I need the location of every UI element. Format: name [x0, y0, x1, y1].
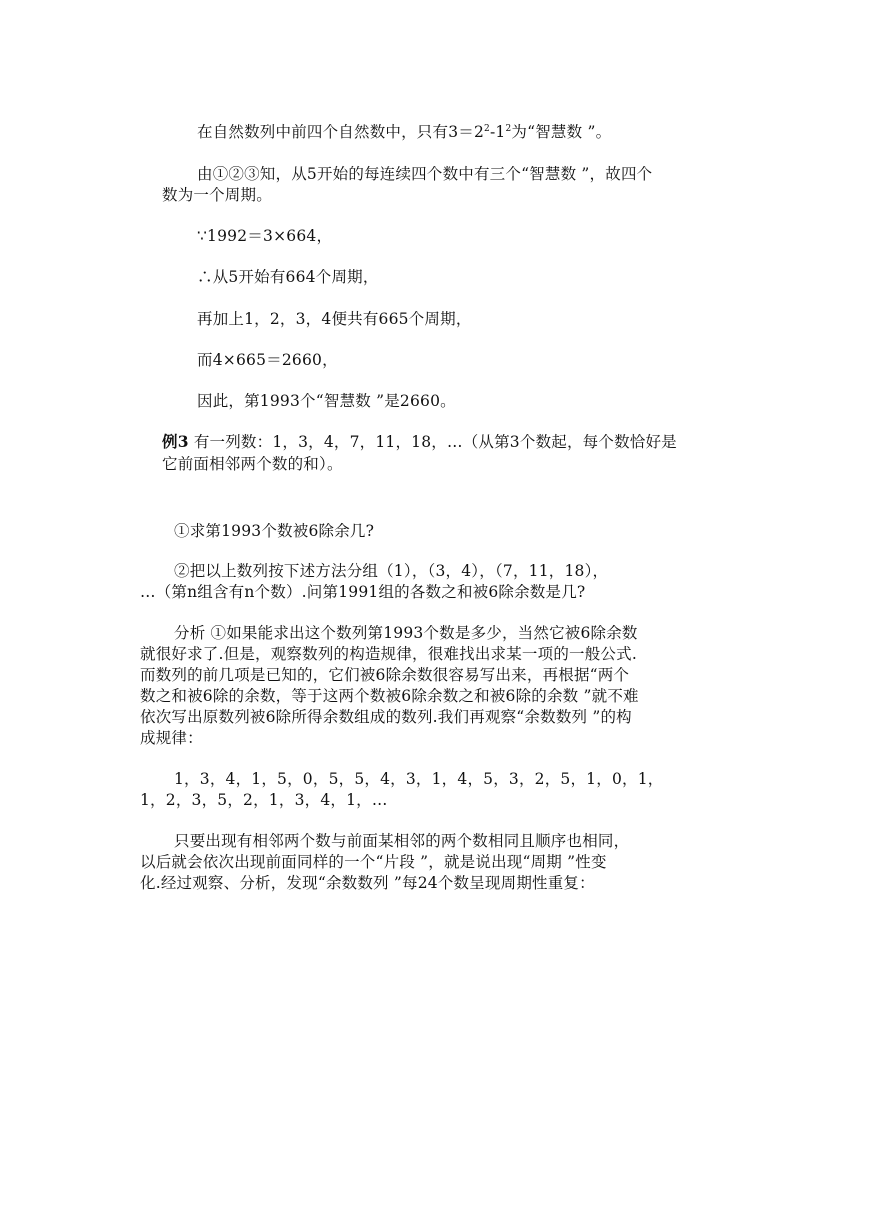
text-line: 只要出现有相邻两个数与前面某相邻的两个数相同且顺序也相同， — [174, 832, 630, 850]
text-line: 就很好求了.但是，观察数列的构造规律，很难找出求某一项的一般公式. — [140, 645, 637, 663]
text-line: 在自然数列中前四个自然数中，只有$3=2^2-1^2$为“智慧数 ”。 — [197, 123, 612, 141]
text-line: 再加上1，2，3，4便共有665个周期， — [197, 310, 472, 328]
text-line: 成规律： — [140, 729, 203, 747]
text-line: 数之和被6除的余数，等于这两个数被6除余数之和被6除的余数 ”就不难 — [140, 687, 639, 705]
text-line: 数为一个周期。 — [162, 186, 272, 204]
text-line: ①求第1993个数被6除余几? — [174, 522, 375, 540]
example-label: 例3 — [162, 432, 189, 451]
text-line: 以后就会依次出现前面同样的一个“片段 ”，就是说出现“周期 ”性变 — [140, 853, 607, 871]
text-line: 1，2，3，5，2，1，3，4，1，… — [140, 791, 388, 809]
text-line: 由①②③知，从5开始的每连续四个数中有三个“智慧数 ”，故四个 — [197, 165, 653, 183]
text-line: 而数列的前几项是已知的，它们被6除余数很容易写出来，再根据“两个 — [140, 666, 630, 684]
text-line: ∴从5开始有664个周期， — [197, 268, 379, 286]
text-line: 分析 ①如果能求出这个数列第1993个数是多少，当然它被6除余数 — [174, 624, 638, 642]
text-line: 依次写出原数列被6除所得余数组成的数列.我们再观察“余数数列 ”的构 — [140, 708, 632, 726]
text-line: 而4×665＝2660， — [197, 351, 338, 369]
text-line: 化.经过观察、分析，发现“余数数列 ”每24个数呈现周期性重复： — [140, 874, 595, 892]
text-line: 例3 有一列数：1，3，4，7，11，18，…（从第3个数起，每个数恰好是 — [162, 432, 677, 451]
text-line: 它前面相邻两个数的和）。 — [162, 455, 343, 473]
text-line: ∵1992＝3×664， — [197, 227, 333, 245]
text-line: 1，3，4，1，5，0，5，5，4，3，1，4，5，3，2，5，1，0，1， — [174, 770, 664, 788]
text-line: …（第n组含有n个数）.问第1991组的各数之和被6除余数是几? — [140, 583, 586, 601]
text-line: ②把以上数列按下述方法分组（1），（3，4），（7，11，18）， — [174, 562, 609, 580]
text-line: 因此，第1993个“智慧数 ”是2660。 — [197, 392, 456, 410]
